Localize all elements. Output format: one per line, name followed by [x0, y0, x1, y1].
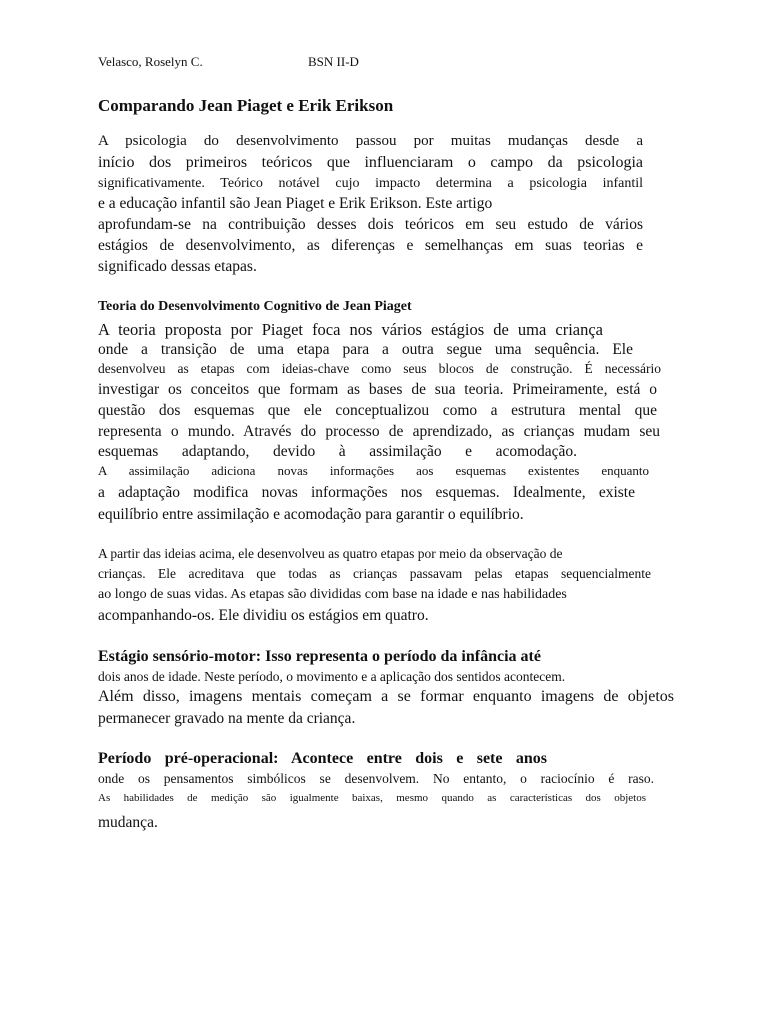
paragraph-line: aprofundam-se na contribuição desses dois teóricos em seu estudo de vários: [98, 216, 643, 233]
paragraph-line: A psicologia do desenvolvimento passou por muitas mudanças desde a: [98, 133, 643, 149]
paragraph-line: início dos primeiros teóricos que influenciaram o campo da psicologia: [98, 154, 643, 171]
paragraph-line: A assimilação adiciona novas informações aos esquemas existentes enquanto: [98, 463, 649, 478]
paragraph-line: As habilidades de medição são igualmente baixas, mesmo quando as características dos objetos: [98, 792, 646, 804]
author-name: Velasco, Roselyn C.: [98, 54, 203, 69]
paragraph-line: equilíbrio entre assimilação e acomodação para garantir o equilíbrio.: [98, 506, 524, 523]
paragraph-line: a adaptação modifica novas informações nos esquemas. Idealmente, existe: [98, 484, 635, 501]
paragraph-line: esquemas adaptando, devido à assimilação e acomodação.: [98, 443, 577, 460]
paragraph-line: crianças. Ele acreditava que todas as crianças passavam pelas etapas sequencialmente: [98, 566, 651, 581]
paragraph-line: significativamente. Teórico notável cujo impacto determina a psicologia infantil: [98, 176, 643, 191]
paragraph-line: e a educação infantil são Jean Piaget e Erik Erikson. Este artigo: [98, 195, 493, 212]
paragraph-line: Além disso, imagens mentais começam a se formar enquanto imagens de objetos: [98, 688, 674, 705]
paragraph-line: mudança.: [98, 814, 158, 831]
paragraph-line: dois anos de idade. Neste período, o movimento e a aplicação dos sentidos acontecem.: [98, 669, 566, 684]
paragraph-line: permanecer gravado na mente da criança.: [98, 710, 356, 727]
paragraph-line: onde a transição de uma etapa para a outra segue uma sequência. Ele: [98, 341, 633, 358]
paragraph-line: questão dos esquemas que ele conceptualizou como a estrutura mental que: [98, 402, 657, 419]
stage-heading-line: [98, 648, 658, 666]
paragraph-line: A teoria proposta por Piaget foca nos vários estágios de uma criança: [98, 320, 603, 339]
paragraph-line: desenvolveu as etapas com ideias-chave como seus blocos de construção. É necessário: [98, 361, 661, 376]
stage-title: Estágio sensório-motor: Isso representa o período da infância até: [98, 648, 541, 665]
paragraph-line: A partir das ideias acima, ele desenvolveu as quatro etapas por meio da observação de: [98, 546, 563, 561]
section-heading: Teoria do Desenvolvimento Cognitivo de Jean Piaget: [98, 299, 412, 314]
paragraph-line: representa o mundo. Através do processo de aprendizado, as crianças mudam seu: [98, 423, 660, 440]
paragraph-line: ao longo de suas vidas. As etapas são divididas com base na idade e nas habilidades: [98, 587, 567, 602]
paragraph-line: estágios de desenvolvimento, as diferenças e semelhanças em suas teorias e: [98, 237, 643, 254]
course-section: BSN II-D: [308, 54, 359, 69]
paragraph-line: onde os pensamentos simbólicos se desenvolvem. No entanto, o raciocínio é raso.: [98, 771, 654, 786]
paragraph-line: investigar os conceitos que formam as bases de sua teoria. Primeiramente, está o: [98, 381, 657, 398]
stage-title: Período pré-operacional: Acontece entre dois e sete anos: [98, 750, 547, 767]
paragraph-line: significado dessas etapas.: [98, 258, 257, 275]
page-title: Comparando Jean Piaget e Erik Erikson: [98, 96, 394, 115]
paragraph-line: acompanhando-os. Ele dividiu os estágios em quatro.: [98, 607, 429, 624]
